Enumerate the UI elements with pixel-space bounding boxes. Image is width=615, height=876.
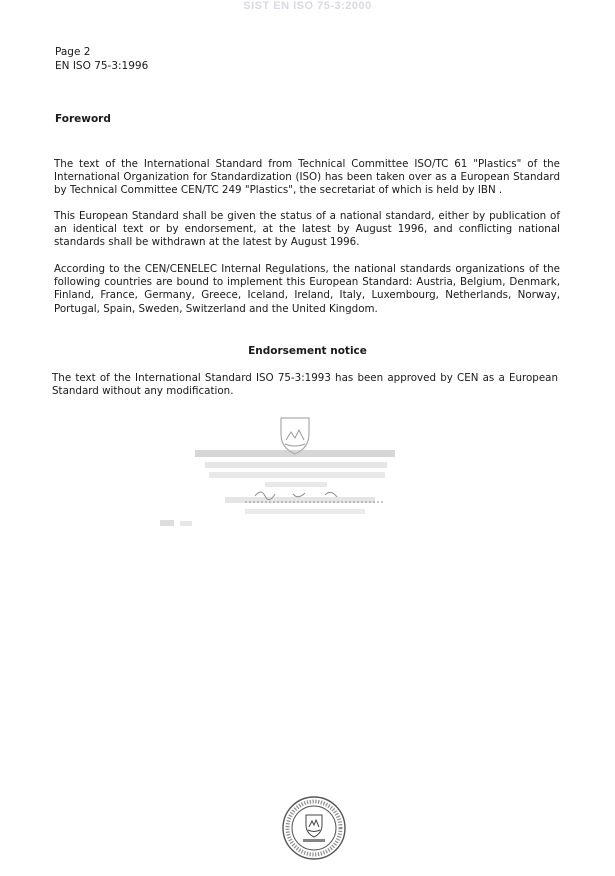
page-number: Page 2 <box>55 46 91 58</box>
endorsement-heading: Endorsement notice <box>248 345 367 357</box>
foreword-paragraph-3: According to the CEN/CENELEC Internal Regulations, the national standards organizations of the following countries are bound to implement this European Standard: Austria, Belgium, Denmark, Finland, France, Germany, Greece, Iceland, Ireland, Italy, Luxembourg, Netherlands, Norway, Portugal, Spain, Sweden, Switzerland and the United Kingdom. <box>54 263 560 315</box>
seal-emblem-icon <box>306 815 322 837</box>
foreword-heading: Foreword <box>55 113 111 125</box>
watermark: SIST EN ISO 75-3:2000 <box>243 0 372 12</box>
page-header <box>55 45 148 73</box>
standard-code: EN ISO 75-3:1996 <box>55 60 149 72</box>
foreword-paragraph-1: The text of the International Standard from Technical Committee ISO/TC 61 "Plastics" of the International Organization for Standardization (ISO) has been taken over as a European Standard by Technical Committee CEN/TC 249 "Plastics", the secretariat of which is held by IBN . <box>54 158 560 197</box>
coat-of-arms-icon <box>281 418 309 454</box>
foreword-paragraph-2: This European Standard shall be given the status of a national standard, either by publication of an identical text or by endorsement, at the latest by August 1996, and conflicting national standards shall be withdrawn at the latest by August 1996. <box>54 210 560 249</box>
faint-mark <box>158 516 198 530</box>
endorsement-paragraph: The text of the International Standard ISO 75-3:1993 has been approved by CEN as a European Standard without any modification. <box>52 372 558 398</box>
institution-seal <box>281 795 347 861</box>
office-stamp <box>185 410 405 540</box>
